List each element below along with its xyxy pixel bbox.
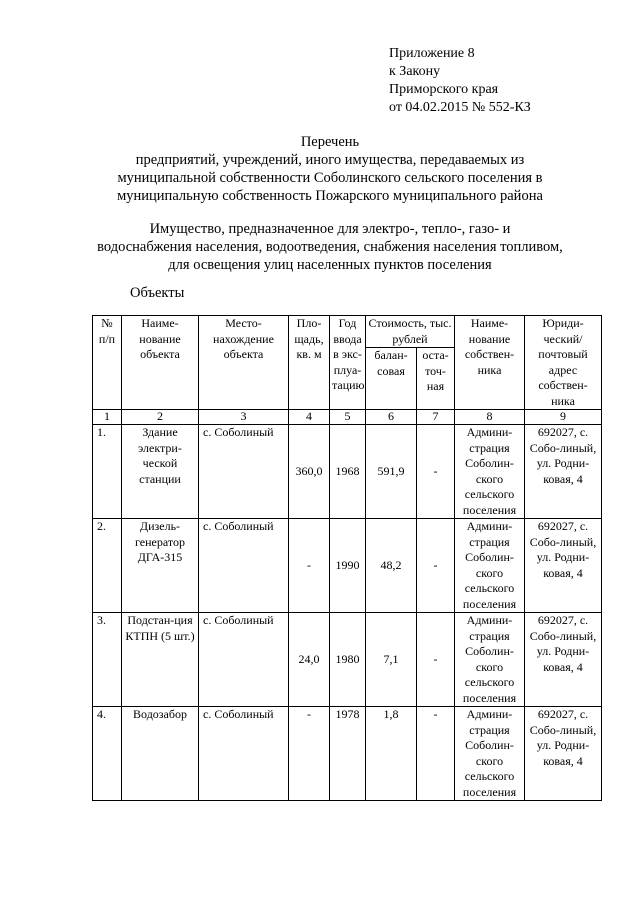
subtitle-line: для освещения улиц населенных пунктов поселения xyxy=(168,257,492,273)
appendix-line: от 04.02.2015 № 552-КЗ xyxy=(389,100,531,115)
table-row xyxy=(93,707,602,801)
header-cost-balance: балан-совая xyxy=(366,348,417,410)
cell-location: с. Соболиный xyxy=(199,519,289,613)
title-line: предприятий, учреждений, иного имущества, передаваемых из xyxy=(135,152,525,168)
cell-residual: - xyxy=(417,519,455,613)
cell-balance: 48,2 xyxy=(366,519,417,613)
cell-location: с. Соболиный xyxy=(199,613,289,707)
cell-balance: 591,9 xyxy=(366,425,417,519)
objects-label: Объекты xyxy=(130,285,185,301)
column-number: 8 xyxy=(455,410,525,425)
appendix-line: к Закону xyxy=(389,64,441,79)
column-number: 1 xyxy=(93,410,122,425)
table-row xyxy=(93,519,602,613)
header-cost-residual: оста-точ-ная xyxy=(417,348,455,410)
header-name: Наиме-нование объекта xyxy=(122,316,199,410)
cell-num: 3. xyxy=(93,613,122,707)
cell-year: 1978 xyxy=(330,707,366,801)
subtitle-line: водоснабжения населения, водоотведения, снабжения населения топливом, xyxy=(97,239,563,255)
cell-owner: Админи-страция Соболин-ского сельского поселения xyxy=(455,707,525,801)
cell-num: 4. xyxy=(93,707,122,801)
appendix-line: Приложение 8 xyxy=(389,46,475,61)
cell-residual: - xyxy=(417,425,455,519)
cell-location: с. Соболиный xyxy=(199,425,289,519)
cell-location: с. Соболиный xyxy=(199,707,289,801)
table-row xyxy=(93,613,602,707)
column-number: 5 xyxy=(330,410,366,425)
header-area: Пло-щадь, кв. м xyxy=(289,316,330,410)
cell-area: - xyxy=(289,707,330,801)
table-row xyxy=(93,425,602,519)
column-numbers-row xyxy=(93,410,602,425)
cell-num: 2. xyxy=(93,519,122,613)
cell-year: 1990 xyxy=(330,519,366,613)
cell-name: Подстан-ция КТПН (5 шт.) xyxy=(122,613,199,707)
cell-area: - xyxy=(289,519,330,613)
title-line: муниципальной собственности Соболинского сельского поселения в xyxy=(117,170,543,186)
appendix-line: Приморского края xyxy=(389,82,499,97)
cell-balance: 1,8 xyxy=(366,707,417,801)
subtitle-line: Имущество, предназначенное для электро-, тепло-, газо- и xyxy=(149,221,511,237)
title-line: Перечень xyxy=(300,134,360,150)
cell-owner: Админи-страция Соболин-ского сельского поселения xyxy=(455,519,525,613)
table-header-row xyxy=(93,316,602,348)
cell-address: 692027, с. Собо-линый, ул. Родни-ковая, 4 xyxy=(525,519,602,613)
cell-owner: Админи-страция Соболин-ского сельского поселения xyxy=(455,425,525,519)
column-number: 7 xyxy=(417,410,455,425)
header-owner: Наиме-нование собствен-ника xyxy=(455,316,525,410)
cell-name: Дизель-генератор ДГА-315 xyxy=(122,519,199,613)
cell-address: 692027, с. Собо-линый, ул. Родни-ковая, 4 xyxy=(525,707,602,801)
column-number: 4 xyxy=(289,410,330,425)
column-number: 9 xyxy=(525,410,602,425)
cell-balance: 7,1 xyxy=(366,613,417,707)
cell-area: 24,0 xyxy=(289,613,330,707)
cell-name: Здание электри-ческой станции xyxy=(122,425,199,519)
header-location: Место-нахождение объекта xyxy=(199,316,289,410)
cell-residual: - xyxy=(417,707,455,801)
cell-name: Водозабор xyxy=(122,707,199,801)
cell-address: 692027, с. Собо-линый, ул. Родни-ковая, 4 xyxy=(525,425,602,519)
header-year: Год ввода в экс-плуа-тацию xyxy=(330,316,366,410)
document-subtitle xyxy=(60,220,600,274)
header-num: № п/п xyxy=(93,316,122,410)
column-number: 6 xyxy=(366,410,417,425)
cell-area: 360,0 xyxy=(289,425,330,519)
title-line: муниципальную собственность Пожарского муниципального района xyxy=(117,188,543,204)
cell-owner: Админи-страция Соболин-ского сельского поселения xyxy=(455,613,525,707)
cell-residual: - xyxy=(417,613,455,707)
header-address: Юриди-ческий/ почтовый адрес собствен-ника xyxy=(525,316,602,410)
cell-address: 692027, с. Собо-линый, ул. Родни-ковая, 4 xyxy=(525,613,602,707)
objects-table xyxy=(92,315,602,801)
cell-year: 1980 xyxy=(330,613,366,707)
cell-year: 1968 xyxy=(330,425,366,519)
header-cost: Стоимость, тыс. рублей xyxy=(366,316,455,348)
cell-num: 1. xyxy=(93,425,122,519)
document-title xyxy=(60,133,600,205)
appendix-reference xyxy=(389,45,531,117)
column-number: 3 xyxy=(199,410,289,425)
column-number: 2 xyxy=(122,410,199,425)
